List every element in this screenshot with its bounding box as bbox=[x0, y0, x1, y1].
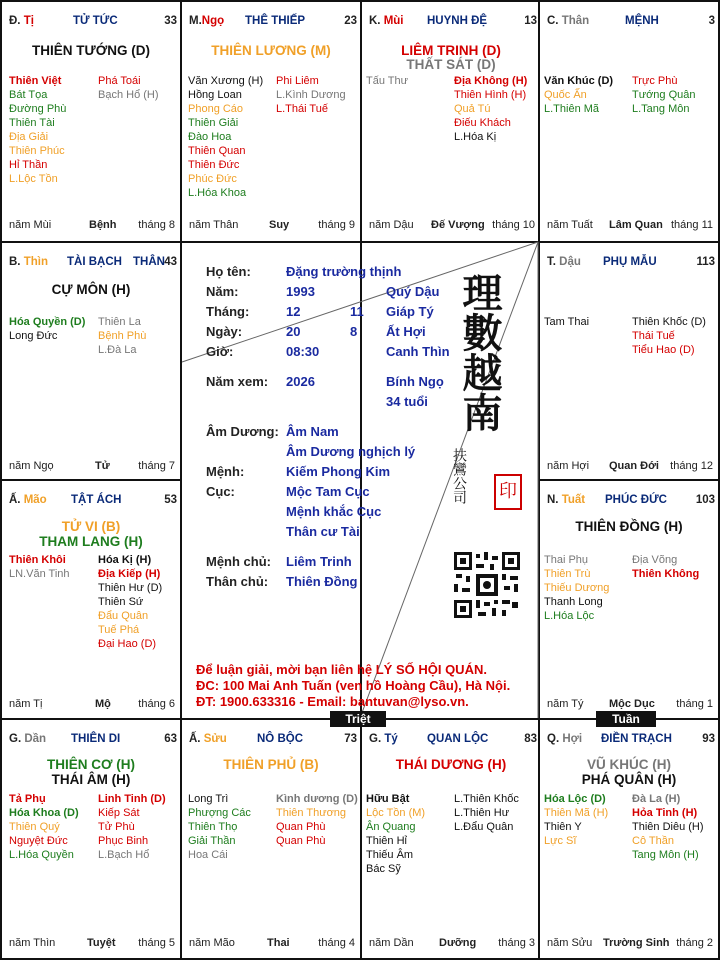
star: Thai Phụ bbox=[544, 554, 589, 566]
ngay-am-lich: 8 bbox=[350, 324, 358, 339]
star: Tuế Phá bbox=[98, 624, 140, 636]
branch-name: Dậu bbox=[559, 256, 581, 268]
main-star: CỰ MÔN (H) bbox=[51, 282, 131, 297]
year-label: năm Thân bbox=[189, 219, 239, 231]
palace-suu[interactable] bbox=[182, 720, 360, 957]
palace-name: PHÚC ĐỨC bbox=[605, 494, 667, 506]
star: L.Lộc Tồn bbox=[9, 173, 58, 185]
star: Phục Binh bbox=[98, 835, 149, 847]
palace-name: TÀI BẠCH bbox=[67, 256, 122, 268]
star: L.Thái Tuế bbox=[276, 103, 328, 115]
palace-ty[interactable] bbox=[362, 720, 540, 957]
palace-name: THÊ THIẾP bbox=[245, 15, 306, 27]
star: Ân Quang bbox=[366, 821, 416, 833]
star: Hóa Lộc (D) bbox=[544, 793, 606, 805]
star: Văn Khúc (D) bbox=[544, 75, 614, 87]
branch-name: Thân bbox=[561, 15, 590, 27]
palace-name: QUAN LỘC bbox=[427, 733, 489, 745]
tuan-marker: Tuần bbox=[596, 711, 656, 727]
branch-stem: Q. bbox=[547, 733, 560, 745]
star: L.Tang Môn bbox=[632, 103, 690, 115]
life-stage: Mộ bbox=[95, 698, 111, 710]
star: Thiên Khốc (D) bbox=[632, 316, 706, 328]
age: 13 bbox=[524, 15, 537, 27]
palace-name: MỆNH bbox=[625, 15, 659, 27]
palace-name: NÔ BỘC bbox=[257, 733, 303, 745]
star: Thiên Giải bbox=[188, 117, 239, 129]
month-label: tháng 11 bbox=[670, 219, 713, 231]
star: Thiên Hình (H) bbox=[454, 89, 527, 101]
age: 73 bbox=[344, 733, 357, 745]
branch-stem: Ấ. bbox=[9, 494, 21, 506]
main-star: THIÊN LƯƠNG (M) bbox=[211, 43, 331, 58]
star: Thiếu Dương bbox=[544, 582, 610, 594]
star: Hóa Khoa (D) bbox=[9, 807, 79, 819]
star: Thiên Y bbox=[544, 821, 582, 833]
year-label: năm Thìn bbox=[9, 937, 56, 949]
branch-name: Mão bbox=[23, 494, 47, 506]
am-duong-ly: Âm Dương nghịch lý bbox=[286, 444, 416, 459]
star: Thái Tuế bbox=[632, 330, 675, 342]
star: Thiên Tài bbox=[9, 117, 55, 129]
thang-canchi: Giáp Tý bbox=[386, 304, 434, 319]
triet-marker: Triệt bbox=[330, 711, 386, 727]
star: Long Trì bbox=[188, 793, 229, 805]
star: Long Đức bbox=[9, 330, 58, 342]
star: Quan Phù bbox=[276, 835, 326, 847]
star: L.Hóa Kị bbox=[454, 131, 497, 143]
branch-stem: T. bbox=[547, 256, 556, 268]
star: Đào Hoa bbox=[188, 131, 232, 143]
than-chu-label: Thân chủ: bbox=[206, 574, 269, 589]
branch-name: Dần bbox=[24, 733, 47, 745]
contact-line-1: Để luận giải, mời bạn liên hệ LÝ SỐ HỘI QUÁN. bbox=[196, 662, 487, 677]
palace-name: THIÊN DI bbox=[71, 733, 121, 745]
star: Tiểu Hao (D) bbox=[632, 344, 695, 356]
age: 23 bbox=[344, 15, 357, 27]
contact-address: ĐC: 100 Mai Anh Tuấn (ven hồ Hoàng Cầu), Hà Nội. bbox=[196, 678, 511, 693]
age: 103 bbox=[695, 494, 715, 506]
year-label: năm Tị bbox=[9, 698, 43, 710]
nam: 1993 bbox=[286, 284, 315, 299]
palace-ngo[interactable] bbox=[182, 2, 360, 239]
star: Hóa Quyền (D) bbox=[9, 316, 86, 328]
star: Thiên Không bbox=[632, 568, 700, 580]
star: L.Hóa Khoa bbox=[188, 187, 247, 199]
star: Văn Xương (H) bbox=[188, 75, 264, 87]
month-label: tháng 9 bbox=[318, 219, 355, 231]
month-label: tháng 2 bbox=[676, 937, 713, 949]
star: Bệnh Phù bbox=[98, 330, 147, 342]
star: Tam Thai bbox=[544, 316, 590, 328]
main-star: VŨ KHÚC (H) bbox=[587, 757, 671, 772]
main-star: THIÊN PHỦ (B) bbox=[223, 757, 319, 772]
seal-stamp: 印 bbox=[494, 474, 522, 510]
star: Lộc Tồn (M) bbox=[366, 807, 426, 819]
star: Địa Kiếp (H) bbox=[98, 568, 161, 580]
star: Thiên Khôi bbox=[9, 554, 66, 566]
life-stage: Tuyệt bbox=[87, 937, 116, 949]
star: Hỏa Tinh (H) bbox=[632, 807, 698, 819]
palace-ti[interactable] bbox=[2, 2, 180, 239]
branch-name: Mùi bbox=[383, 15, 404, 27]
branch-name: Tý bbox=[384, 733, 398, 745]
age: 113 bbox=[696, 256, 715, 268]
main-star: THIÊN TƯỚNG (D) bbox=[32, 43, 150, 58]
thang-label: Tháng: bbox=[206, 304, 250, 319]
calligraphy-logo: 理數越南 bbox=[456, 272, 503, 432]
month-label: tháng 4 bbox=[318, 937, 355, 949]
branch-stem: Ấ. bbox=[189, 733, 201, 745]
star: Tang Môn (H) bbox=[632, 849, 699, 861]
branch-stem: B. bbox=[9, 256, 21, 268]
age: 53 bbox=[164, 494, 177, 506]
branch-stem: C. bbox=[547, 15, 559, 27]
main-star: THAM LANG (H) bbox=[39, 534, 143, 549]
star: Điếu Khách bbox=[454, 117, 511, 129]
tuoi: 34 tuổi bbox=[386, 394, 428, 409]
star: Đà La (H) bbox=[632, 793, 681, 805]
main-star: THÁI DƯƠNG (H) bbox=[395, 757, 507, 772]
qr-code bbox=[452, 550, 522, 620]
star: Tướng Quân bbox=[632, 89, 696, 101]
main-star: LIÊM TRINH (D) bbox=[401, 43, 501, 58]
life-stage: Thai bbox=[267, 937, 290, 949]
star: Phúc Đức bbox=[188, 173, 237, 185]
year-label: năm Sửu bbox=[547, 937, 593, 949]
star: L.Hóa Lộc bbox=[544, 610, 595, 622]
than-chu: Thiên Đồng bbox=[286, 574, 358, 589]
main-star: THẤT SÁT (D) bbox=[406, 57, 496, 72]
star: Linh Tinh (D) bbox=[98, 793, 166, 805]
star: Thiên Quan bbox=[188, 145, 246, 157]
star: LN.Văn Tinh bbox=[9, 568, 70, 580]
life-stage: Bệnh bbox=[89, 219, 117, 231]
star: Cô Thần bbox=[632, 835, 674, 847]
star: Hoa Cái bbox=[188, 849, 228, 861]
palace-dan[interactable] bbox=[2, 720, 180, 957]
star: L.Đẩu Quân bbox=[454, 821, 514, 833]
star: L.Thiên Khốc bbox=[454, 793, 519, 805]
ngay: 20 bbox=[286, 324, 301, 339]
main-star: THIÊN ĐỒNG (H) bbox=[575, 519, 683, 534]
palace-name: PHỤ MẪU bbox=[603, 256, 657, 268]
thang-am-lich: 11 bbox=[350, 304, 364, 319]
branch-stem: K. bbox=[369, 15, 381, 27]
branch-stem: Đ. bbox=[9, 15, 21, 27]
branch-name: Sửu bbox=[203, 733, 227, 745]
star: Quốc Ấn bbox=[544, 89, 587, 101]
star: Bạch Hổ (H) bbox=[98, 89, 159, 101]
branch-name: Ngọ bbox=[201, 15, 225, 27]
branch-name: Tuất bbox=[561, 494, 586, 506]
star: Thiên Mã (H) bbox=[544, 807, 609, 819]
branch-name: Thìn bbox=[23, 256, 48, 268]
gio-canchi: Canh Thìn bbox=[386, 344, 450, 359]
nam-label: Năm: bbox=[206, 284, 239, 299]
month-label: tháng 10 bbox=[492, 219, 535, 231]
life-stage: Lâm Quan bbox=[609, 219, 663, 231]
life-stage: Mộc Dục bbox=[609, 698, 655, 710]
palace-than[interactable] bbox=[540, 2, 718, 239]
gio-label: Giờ: bbox=[206, 344, 234, 359]
year-label: năm Hợi bbox=[547, 460, 590, 472]
palace-hoi[interactable] bbox=[540, 720, 718, 957]
am-duong-label: Âm Dương: bbox=[206, 424, 279, 439]
main-star: THÁI ÂM (H) bbox=[51, 772, 131, 787]
star: Thiên Diêu (H) bbox=[632, 821, 704, 833]
menh: Kiếm Phong Kim bbox=[286, 464, 391, 479]
star: Đẩu Quân bbox=[98, 610, 149, 622]
star: Địa Không (H) bbox=[454, 75, 528, 87]
star: Quả Tú bbox=[454, 103, 491, 115]
ho-ten: Đặng trường thịnh bbox=[286, 264, 402, 279]
star: Đường Phù bbox=[9, 103, 67, 115]
star: Thiên Sứ bbox=[98, 596, 144, 608]
star: Phá Toái bbox=[98, 75, 141, 87]
life-stage: Dưỡng bbox=[439, 937, 477, 949]
star: Kiếp Sát bbox=[98, 807, 140, 819]
center-info bbox=[182, 242, 540, 720]
thang: 12 bbox=[286, 304, 301, 319]
star: L.Đà La bbox=[98, 344, 137, 356]
star: Thiên Đức bbox=[188, 159, 240, 171]
main-star: THIÊN CƠ (H) bbox=[46, 757, 135, 772]
star: Thanh Long bbox=[544, 596, 603, 608]
year-label: năm Tý bbox=[547, 698, 584, 710]
star: L.Bạch Hổ bbox=[98, 849, 150, 861]
branch-name: Hợi bbox=[562, 733, 583, 745]
nam-xem-canchi: Bính Ngọ bbox=[386, 374, 444, 389]
star: L.Thiên Mã bbox=[544, 103, 600, 115]
month-label: tháng 5 bbox=[138, 937, 175, 949]
menh-cuc: Mệnh khắc Cục bbox=[286, 504, 382, 519]
year-label: năm Mùi bbox=[9, 219, 52, 231]
star: Tả Phụ bbox=[9, 793, 46, 805]
branch-stem: G. bbox=[369, 733, 382, 745]
palace-name: HUYNH ĐỆ bbox=[427, 15, 488, 27]
star: Địa Giải bbox=[9, 131, 49, 143]
year-label: năm Mão bbox=[189, 937, 235, 949]
age: 63 bbox=[164, 733, 177, 745]
star: Thiên Hỉ bbox=[366, 835, 407, 847]
main-star: TỬ VI (B) bbox=[61, 519, 121, 534]
main-star: PHÁ QUÂN (H) bbox=[581, 772, 677, 787]
age: 93 bbox=[702, 733, 715, 745]
menh-label: Mệnh: bbox=[206, 464, 245, 479]
month-label: tháng 3 bbox=[498, 937, 535, 949]
star: Hữu Bật bbox=[366, 793, 410, 805]
nam-canchi: Quý Dậu bbox=[386, 284, 440, 299]
age: 33 bbox=[164, 15, 177, 27]
life-stage: Tử bbox=[95, 460, 110, 472]
age: 3 bbox=[708, 15, 715, 27]
month-label: tháng 6 bbox=[138, 698, 175, 710]
year-label: năm Ngọ bbox=[9, 460, 54, 472]
month-label: tháng 12 bbox=[670, 460, 713, 472]
star: Thiên La bbox=[98, 316, 141, 328]
life-stage: Đế Vượng bbox=[431, 219, 485, 231]
life-stage: Suy bbox=[269, 219, 290, 231]
ngay-label: Ngày: bbox=[206, 324, 243, 339]
cuc-label: Cục: bbox=[206, 484, 235, 499]
menh-chu: Liêm Trinh bbox=[286, 554, 352, 569]
menh-chu-label: Mệnh chủ: bbox=[206, 554, 271, 569]
star: L.Kình Dương bbox=[276, 89, 346, 101]
cuc: Mộc Tam Cục bbox=[286, 484, 370, 499]
age: 83 bbox=[524, 733, 537, 745]
palace-name: TẬT ÁCH bbox=[71, 494, 122, 506]
ngay-canchi: Ất Hợi bbox=[386, 324, 426, 339]
palace-mui[interactable] bbox=[362, 2, 540, 239]
star: Đại Hao (D) bbox=[98, 638, 157, 650]
calligraphy-small: 扶鸞公司 bbox=[451, 448, 467, 504]
star: Phong Cáo bbox=[188, 103, 244, 115]
star: Hồng Loan bbox=[188, 89, 242, 101]
star: Tử Phù bbox=[98, 821, 135, 833]
year-label: năm Dậu bbox=[369, 219, 414, 231]
nam-xem-label: Năm xem: bbox=[206, 374, 269, 389]
star: Lực Sĩ bbox=[544, 835, 577, 847]
star: Thiên Hư (D) bbox=[98, 582, 163, 594]
branch-stem: G. bbox=[9, 733, 22, 745]
star: Quan Phù bbox=[276, 821, 326, 833]
star: Thiên Thương bbox=[276, 807, 347, 819]
am-duong: Âm Nam bbox=[286, 424, 339, 439]
star: Giải Thần bbox=[188, 835, 236, 847]
palace-dau[interactable] bbox=[540, 243, 718, 480]
star: Hóa Kị (H) bbox=[98, 554, 152, 566]
star: Phi Liêm bbox=[276, 75, 319, 87]
age: 43 bbox=[164, 256, 177, 268]
contact-phone-email: ĐT: 1900.633316 - Email: bantuvan@lyso.vn. bbox=[196, 694, 469, 709]
star: Thiên Thọ bbox=[188, 821, 238, 833]
month-label: tháng 8 bbox=[138, 219, 175, 231]
star: Bát Tọa bbox=[9, 89, 48, 101]
star: Địa Võng bbox=[632, 554, 678, 566]
palace-mao[interactable] bbox=[2, 481, 180, 718]
branch-name: Tị bbox=[23, 15, 34, 27]
star: Thiên Phúc bbox=[9, 145, 65, 157]
star: Bác Sỹ bbox=[366, 863, 401, 875]
palace-name: ĐIỀN TRẠCH bbox=[601, 733, 672, 745]
than-marker: THÂN bbox=[133, 256, 165, 268]
palace-tuat[interactable] bbox=[540, 481, 718, 718]
year-label: năm Tuất bbox=[547, 219, 593, 231]
life-stage: Trường Sinh bbox=[603, 937, 670, 949]
month-label: tháng 7 bbox=[138, 460, 175, 472]
star: Phượng Các bbox=[188, 807, 251, 819]
star: L.Hóa Quyền bbox=[9, 849, 74, 861]
star: Kình dương (D) bbox=[276, 793, 358, 805]
gio: 08:30 bbox=[286, 344, 320, 359]
than-cu: Thân cư Tài bbox=[286, 524, 360, 539]
palace-name: TỬ TỨC bbox=[73, 15, 118, 27]
branch-stem: N. bbox=[547, 494, 559, 506]
life-stage: Quan Đới bbox=[609, 460, 659, 472]
ho-ten-label: Họ tên: bbox=[206, 264, 251, 279]
star: Thiếu Âm bbox=[366, 849, 414, 861]
star: Nguyệt Đức bbox=[9, 835, 68, 847]
star: Thiên Quý bbox=[9, 821, 60, 833]
star: Trực Phù bbox=[632, 75, 678, 87]
palace-thin[interactable] bbox=[2, 243, 180, 480]
star: Thiên Việt bbox=[9, 75, 62, 87]
year-label: năm Dần bbox=[369, 937, 414, 949]
star: Tấu Thư bbox=[366, 75, 409, 87]
branch-stem: M. bbox=[189, 15, 202, 27]
star: Thiên Trù bbox=[544, 568, 591, 580]
star: Hỉ Thần bbox=[9, 159, 48, 171]
month-label: tháng 1 bbox=[676, 698, 713, 710]
nam-xem: 2026 bbox=[286, 374, 315, 389]
star: L.Thiên Hư bbox=[454, 807, 510, 819]
